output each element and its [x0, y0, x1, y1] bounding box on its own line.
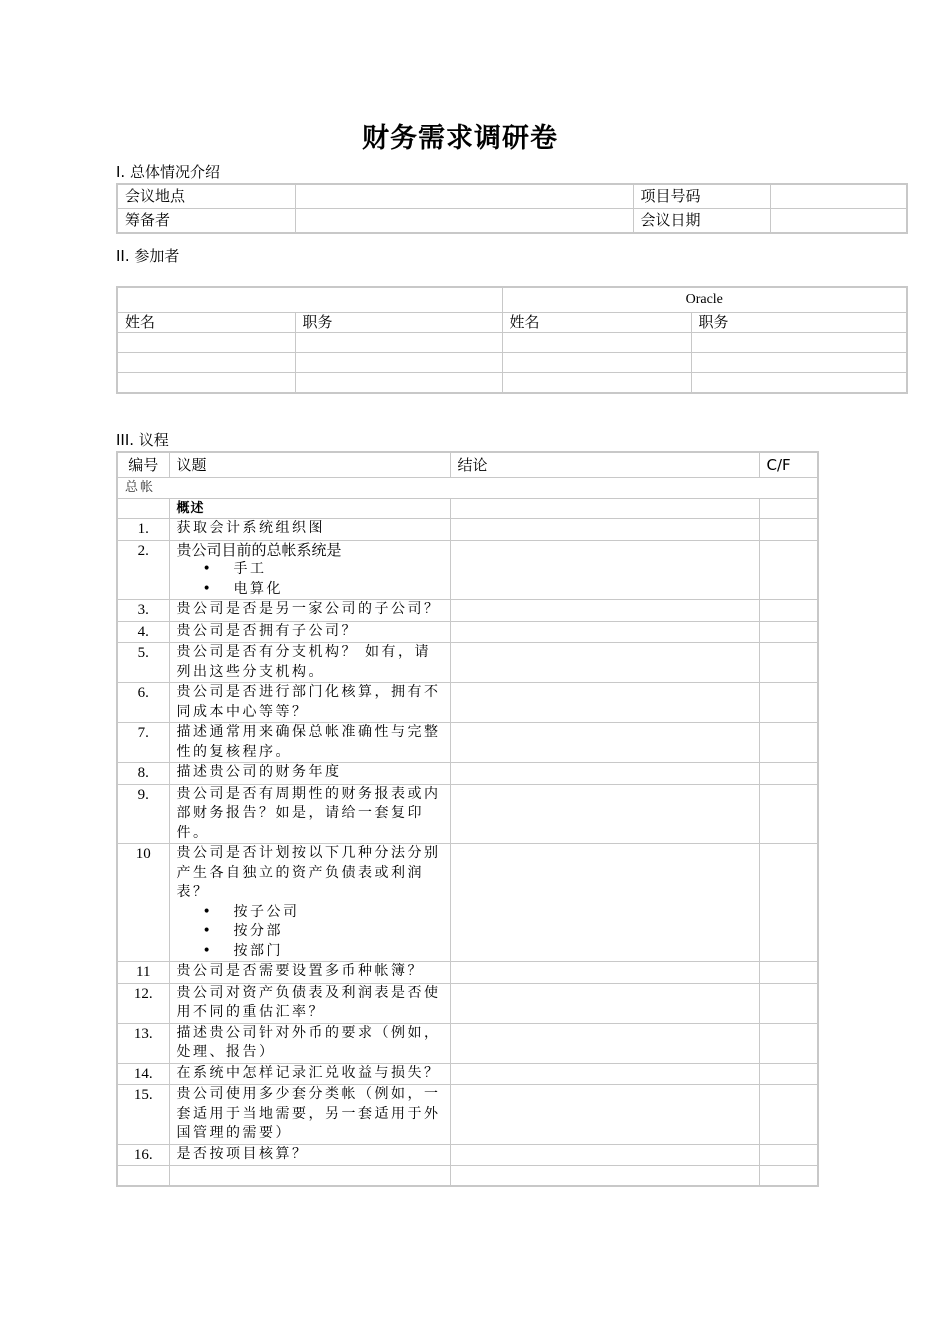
- item-num: 2.: [117, 540, 169, 600]
- table-row: [117, 287, 907, 313]
- meeting-date-label: 会议日期: [633, 209, 770, 234]
- table-row: [117, 1023, 818, 1063]
- table-row: [117, 983, 818, 1023]
- item-text-cell: [169, 540, 450, 600]
- conclusion-cell[interactable]: [450, 683, 759, 723]
- cf-cell[interactable]: [759, 1144, 818, 1166]
- table-row: [117, 1144, 818, 1166]
- item-text: 贵公司是否有周期性的财务报表或内部财务报告？如是，请给一套复印件。: [169, 784, 450, 844]
- organizer-field[interactable]: [295, 209, 633, 234]
- oracle-group-header: Oracle: [502, 287, 907, 313]
- cf-cell[interactable]: [759, 519, 818, 541]
- table-row: [117, 498, 818, 519]
- item-text: 贵公司是否进行部门化核算，拥有不同成本中心等等？: [169, 683, 450, 723]
- cf-cell[interactable]: [759, 784, 818, 844]
- conclusion-cell[interactable]: [450, 763, 759, 785]
- conclusion-cell[interactable]: [450, 1166, 759, 1187]
- conclusion-cell[interactable]: [450, 1085, 759, 1145]
- table-row: [117, 1063, 818, 1085]
- table-row: [117, 209, 907, 234]
- cf-cell[interactable]: [759, 763, 818, 785]
- table-row: [117, 1166, 818, 1187]
- project-number-label: 项目号码: [633, 184, 770, 209]
- table-row: [117, 723, 818, 763]
- item-num: 3.: [117, 600, 169, 622]
- cell[interactable]: [117, 333, 295, 353]
- cf-cell[interactable]: [759, 643, 818, 683]
- cf-cell[interactable]: [759, 723, 818, 763]
- cell[interactable]: [691, 373, 907, 394]
- item-text: 描述贵公司针对外币的要求（例如，处理、报告）: [169, 1023, 450, 1063]
- item-text: 贵公司目前的总帐系统是: [176, 540, 342, 559]
- item-text: 贵公司对资产负债表及利润表是否使用不同的重估汇率？: [169, 983, 450, 1023]
- num-header: 编号: [117, 452, 169, 478]
- cf-header: C/F: [759, 452, 818, 478]
- cf-cell[interactable]: [759, 983, 818, 1023]
- page-title: 财务需求调研卷: [362, 123, 558, 154]
- conclusion-cell[interactable]: [450, 600, 759, 622]
- item-num: 11: [117, 962, 169, 984]
- meeting-info-table: [116, 183, 908, 234]
- item-num: 14.: [117, 1063, 169, 1085]
- conclusion-cell[interactable]: [450, 723, 759, 763]
- item-num: 1.: [117, 519, 169, 541]
- cf-cell[interactable]: [759, 498, 818, 519]
- item-text-cell: [169, 844, 450, 962]
- overview-label: 概述: [169, 498, 450, 519]
- cell[interactable]: [117, 373, 295, 394]
- section-heading-participants: II. 参加者: [116, 247, 180, 265]
- cf-cell[interactable]: [759, 621, 818, 643]
- item-num: 15.: [117, 1085, 169, 1145]
- conclusion-cell[interactable]: [450, 1023, 759, 1063]
- oracle-title-header: 职务: [691, 313, 907, 333]
- table-row: [117, 621, 818, 643]
- item-text: 是否按项目核算？: [169, 1144, 450, 1166]
- item-num: 4.: [117, 621, 169, 643]
- table-row: [117, 844, 818, 962]
- conclusion-cell[interactable]: [450, 962, 759, 984]
- item-text: 贵公司是否拥有子公司？: [169, 621, 450, 643]
- organizer-label: 筹备者: [117, 209, 295, 234]
- table-row: [117, 333, 907, 353]
- cf-cell[interactable]: [759, 844, 818, 962]
- item-text: 贵公司是否计划按以下几种分法分别产生各自独立的资产负债表或利润表？: [176, 845, 441, 900]
- table-row: [117, 540, 818, 600]
- cf-cell[interactable]: [759, 1023, 818, 1063]
- item-text: 描述通常用来确保总帐准确性与完整性的复核程序。: [169, 723, 450, 763]
- conclusion-cell[interactable]: [450, 519, 759, 541]
- table-row: [117, 478, 818, 499]
- table-row: [117, 784, 818, 844]
- item-num: 9.: [117, 784, 169, 844]
- client-name-header: 姓名: [117, 313, 295, 333]
- item-text: 获取会计系统组织图: [169, 519, 450, 541]
- section-heading-agenda: III. 议程: [116, 431, 169, 449]
- item-num: 6.: [117, 683, 169, 723]
- cf-cell[interactable]: [759, 683, 818, 723]
- cell[interactable]: [691, 353, 907, 373]
- bullet-item: • 手工: [177, 560, 443, 580]
- conclusion-cell[interactable]: [450, 643, 759, 683]
- table-row: [117, 683, 818, 723]
- conclusion-cell[interactable]: [450, 1063, 759, 1085]
- cf-cell[interactable]: [759, 1063, 818, 1085]
- item-text: 描述贵公司的财务年度: [169, 763, 450, 785]
- participants-table: [116, 286, 908, 394]
- oracle-name-header: 姓名: [502, 313, 691, 333]
- conclusion-cell[interactable]: [450, 983, 759, 1023]
- cell[interactable]: [117, 353, 295, 373]
- section-heading-overview: I. 总体情况介绍: [116, 163, 220, 181]
- table-row: [117, 373, 907, 394]
- item-num: 7.: [117, 723, 169, 763]
- table-row: [117, 643, 818, 683]
- table-row: [117, 962, 818, 984]
- item-num: 16.: [117, 1144, 169, 1166]
- item-num: 12.: [117, 983, 169, 1023]
- meeting-date-field[interactable]: [770, 209, 907, 234]
- cell[interactable]: [295, 373, 502, 394]
- table-row: [117, 184, 907, 209]
- agenda-table: [116, 451, 819, 1187]
- conclusion-cell[interactable]: [450, 844, 759, 962]
- cf-cell[interactable]: [759, 1085, 818, 1145]
- cell[interactable]: [691, 333, 907, 353]
- client-title-header: 职务: [295, 313, 502, 333]
- bullet-item: • 按部门: [177, 942, 443, 962]
- item-text: 在系统中怎样记录汇兑收益与损失？: [169, 1063, 450, 1085]
- conclusion-cell[interactable]: [450, 540, 759, 600]
- item-num: 5.: [117, 643, 169, 683]
- cf-cell[interactable]: [759, 540, 818, 600]
- cell: [117, 498, 169, 519]
- meeting-location-label: 会议地点: [117, 184, 295, 209]
- cell[interactable]: [502, 333, 691, 353]
- cf-cell[interactable]: [759, 600, 818, 622]
- cell[interactable]: [502, 373, 691, 394]
- bullet-item: • 按分部: [177, 922, 443, 942]
- conclusion-cell[interactable]: [450, 498, 759, 519]
- cf-cell[interactable]: [759, 1166, 818, 1187]
- group-label: 总帐: [117, 478, 818, 499]
- bullet-item: • 电算化: [177, 580, 443, 600]
- cell: [117, 1166, 169, 1187]
- conclusion-header: 结论: [450, 452, 759, 478]
- cell[interactable]: [295, 353, 502, 373]
- conclusion-cell[interactable]: [450, 621, 759, 643]
- client-group-header: [117, 287, 502, 313]
- cf-cell[interactable]: [759, 962, 818, 984]
- table-row: [117, 452, 818, 478]
- project-number-field[interactable]: [770, 184, 907, 209]
- table-row: [117, 600, 818, 622]
- table-row: [117, 313, 907, 333]
- table-row: [117, 763, 818, 785]
- item-num: 10: [117, 844, 169, 962]
- item-text: 贵公司使用多少套分类帐（例如，一套适用于当地需要，另一套适用于外国管理的需要）: [169, 1085, 450, 1145]
- item-text: 贵公司是否需要设置多币种帐簿？: [169, 962, 450, 984]
- cell[interactable]: [169, 1166, 450, 1187]
- item-text: 贵公司是否有分支机构？ 如有，请列出这些分支机构。: [169, 643, 450, 683]
- table-row: [117, 353, 907, 373]
- conclusion-cell[interactable]: [450, 1144, 759, 1166]
- cell[interactable]: [502, 353, 691, 373]
- cell[interactable]: [295, 333, 502, 353]
- meeting-location-field[interactable]: [295, 184, 633, 209]
- item-num: 8.: [117, 763, 169, 785]
- item-num: 13.: [117, 1023, 169, 1063]
- item-text: 贵公司是否是另一家公司的子公司？: [169, 600, 450, 622]
- table-row: [117, 1085, 818, 1145]
- topic-header: 议题: [169, 452, 450, 478]
- conclusion-cell[interactable]: [450, 784, 759, 844]
- bullet-item: • 按子公司: [177, 903, 443, 923]
- table-row: [117, 519, 818, 541]
